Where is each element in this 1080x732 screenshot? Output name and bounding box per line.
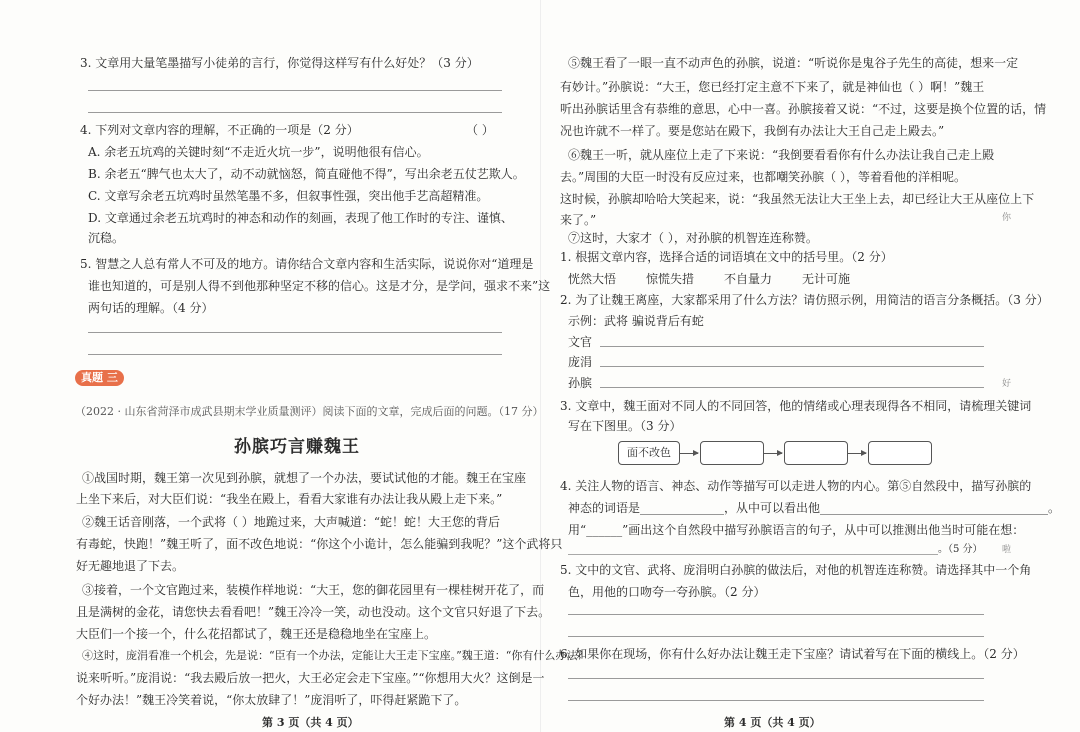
- q2-label: 文官: [568, 335, 593, 349]
- question-5-line: 5. 智慧之人总有常人不可及的地方。请你结合文章内容和生活实际，说说你对“道理是: [80, 257, 534, 271]
- flow-box-2[interactable]: [700, 441, 764, 465]
- answer-line[interactable]: [88, 112, 502, 113]
- para-line: ④这时，庞涓看准一个机会，先是说：“臣有一个办法，定能让大王走下宝座。”魏王道：“你有什么办法？: [82, 649, 589, 662]
- flow-arrow: [764, 453, 782, 454]
- para-line: ⑤魏王看了一眼一直不动声色的孙膑，说道：“听说你是鬼谷子先生的高徒，想来一定: [568, 56, 1019, 70]
- option-b: B. 余老五“脾气也太大了，动不动就恼怒，简直碰他不得”，写出余老五仗艺欺人。: [88, 167, 525, 181]
- para-line: 大臣们一个接一个，什么花招都试了，魏王还是稳稳地坐在宝座上。: [76, 627, 437, 641]
- page-4: [540, 0, 1080, 732]
- para-line: 有妙计。”孙膑说：“大王，您已经打定主意不下来了，就是神仙也（ ）啊！”魏王: [560, 80, 985, 94]
- para-line: 来了。”: [560, 213, 597, 227]
- para-line: ⑦这时，大家才（ ），对孙膑的机智连连称赞。: [568, 231, 818, 245]
- margin-mark: 啦: [1002, 545, 1012, 555]
- para-line: 说来听听。”庞涓说：“我去殿后放一把火，大王必定会走下宝座。”“你想用大火？这倒是一: [76, 671, 545, 685]
- flow-box-label: 面不改色: [627, 446, 671, 459]
- para-line: 有毒蛇，快跑！”魏王听了，面不改色地说：“你这个小诡计，怎么能骗到我呢？”这个武将只: [76, 537, 563, 551]
- word-option: 恍然大悟: [568, 272, 617, 286]
- flow-arrow: [680, 453, 698, 454]
- margin-mark: 好: [1002, 379, 1012, 389]
- answer-line[interactable]: [88, 354, 502, 355]
- answer-line[interactable]: [568, 636, 984, 637]
- flow-box-3[interactable]: [784, 441, 848, 465]
- para-line: 这时候，孙膑却哈哈大笑起来，说：“我虽然无法让大王坐上去，却已经让大王从座位上下: [560, 192, 1035, 206]
- page-number: 第 4 页（共 4 页）: [724, 716, 821, 729]
- question-2: 2. 为了让魏王离座，大家都采用了什么方法？请仿照示例，用简洁的语言分条概括。（3 分）: [560, 293, 1049, 307]
- para-line: 且是满树的金花，请您快去看看吧！”魏王冷冷一笑，动也没动。这个文官只好退了下去。: [76, 605, 551, 619]
- flow-arrow: [848, 453, 866, 454]
- q2-label: 庞涓: [568, 355, 593, 369]
- answer-line[interactable]: [88, 332, 502, 333]
- flow-box-1: [618, 441, 680, 465]
- para-line: ①战国时期，魏王第一次见到孙膑，就想了一个办法，要试试他的才能。魏王在宝座: [82, 471, 527, 485]
- question-6: 6. 如果你在现场，你有什么好办法让魏王走下宝座？请试着写在下面的横线上。（2 分）: [560, 647, 1025, 661]
- para-line: 听出孙膑话里含有恭维的意思，心中一喜。孙膑接着又说：“不过，这要是换个位置的话，情: [560, 102, 1047, 116]
- page-number: 第 3 页（共 4 页）: [262, 716, 359, 729]
- question-3: 写在下图里。（3 分）: [568, 419, 682, 433]
- question-5: 色，用他的口吻夸一夸孙膑。（2 分）: [568, 585, 766, 599]
- answer-line[interactable]: [600, 346, 984, 347]
- para-line: ⑥魏王一听，就从座位上走了下来说：“我倒要看看你有什么办法让我自己走上殿: [568, 148, 995, 162]
- section-badge: 真题 三: [75, 370, 124, 386]
- question-4: 4. 关注人物的语言、神态、动作等描写可以走进人物的内心。第⑤自然段中，描写孙膑的: [560, 479, 1032, 493]
- answer-line[interactable]: [88, 90, 502, 91]
- word-option: 不自量力: [724, 272, 773, 286]
- para-line: 个好办法！”魏王冷笑着说，“你太放肆了！”庞涓听了，吓得赶紧跪下了。: [76, 693, 467, 707]
- source-line: （2022 · 山东省菏泽市成武县期末学业质量测评）阅读下面的文章，完成后面的问题。（17 分）: [75, 405, 544, 418]
- article-title: 孙膑巧言赚魏王: [234, 437, 360, 457]
- option-d-cont: 沉稳。: [88, 231, 125, 245]
- answer-line[interactable]: [568, 700, 984, 701]
- flow-box-4[interactable]: [868, 441, 932, 465]
- option-d: D. 文章通过余老五坑鸡时的神态和动作的刻画，表现了他工作时的专注、谨慎、: [88, 211, 513, 225]
- para-line: 好无趣地退了下去。: [76, 559, 185, 573]
- question-3: 3. 文章中，魏王面对不同人的不同回答，他的情绪或心理表现得各不相同，请梳理关键词: [560, 399, 1032, 413]
- answer-paren[interactable]: （ ）: [466, 123, 494, 137]
- answer-line[interactable]: [600, 366, 984, 367]
- margin-mark: 你: [1002, 213, 1012, 223]
- para-line: 去。”周围的大臣一时没有反应过来，也都嘲笑孙膑（ ），等着看他的洋相呢。: [560, 170, 966, 184]
- answer-line[interactable]: [568, 614, 984, 615]
- question-4: __________________________________________________________________________。（5 分）: [568, 544, 983, 555]
- question-4: 用“______”画出这个自然段中描写孙膑语言的句子，从中可以推测出他当时可能在想：: [568, 523, 1025, 537]
- question-5: 5. 文中的文官、武将、庞涓明白孙膑的做法后，对他的机智连连称赞。请选择其中一个角: [560, 563, 1032, 577]
- para-line: ②魏王话音刚落，一个武将（ ）地跪过来，大声喊道：“蛇！蛇！大王您的背后: [82, 515, 500, 529]
- question-3: 3. 文章用大量笔墨描写小徒弟的言行，你觉得这样写有什么好处？（3 分）: [80, 56, 479, 70]
- q2-label: 孙膑: [568, 376, 593, 390]
- para-line: 上坐下来后，对大臣们说：“我坐在殿上，看看大家谁有办法让我从殿上走下来。”: [76, 492, 503, 506]
- answer-line[interactable]: [568, 678, 984, 679]
- question-1: 1. 根据文章内容，选择合适的词语填在文中的括号里。（2 分）: [560, 250, 893, 264]
- para-line: 况也许就不一样了。要是您站在殿下，我倒有办法让大王自己走上殿去。”: [560, 124, 945, 138]
- option-c: C. 文章写余老五坑鸡时虽然笔墨不多，但叙事性强，突出他手艺高超精准。: [88, 189, 489, 203]
- para-line: ③接着，一个文官跑过来，装模作样地说：“大王，您的御花园里有一棵桂树开花了，而: [82, 583, 545, 597]
- question-4: 4. 下列对文章内容的理解，不正确的一项是（2 分）: [80, 123, 359, 137]
- word-option: 无计可施: [802, 272, 851, 286]
- q2-example: 示例：武将 骗说背后有蛇: [568, 314, 704, 328]
- word-option: 惊慌失措: [646, 272, 695, 286]
- question-5-line: 两句话的理解。（4 分）: [88, 301, 214, 315]
- option-a: A. 余老五坑鸡的关键时刻“不走近火坑一步”，说明他很有信心。: [88, 145, 429, 159]
- answer-line[interactable]: [600, 387, 984, 388]
- question-5-line: 谁也知道的，可是别人得不到他那种坚定不移的信心。这是才分，是学问，强求不来”这: [88, 279, 551, 293]
- question-4: 神态的词语是______________，从中可以看出他______________________________________。: [568, 501, 1061, 515]
